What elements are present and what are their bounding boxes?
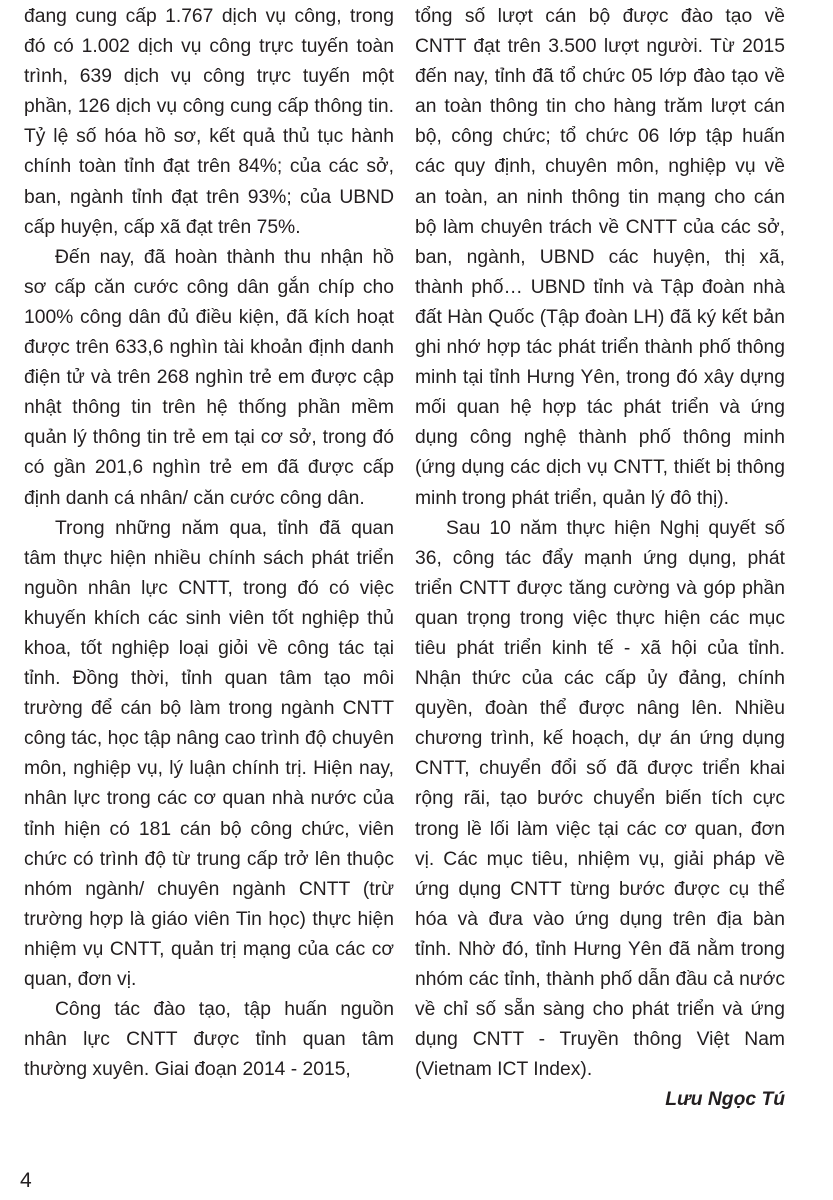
paragraph-training-continued: tổng số lượt cán bộ được đào tạo về CNTT đạt trên 3.500 lượt người. Từ 2015 đến nay, tỉnh đã tổ chức 05 lớp đào tạo về an toàn thông tin cho hàng trăm lượt cán bộ, công chức; tổ chức 06 lớp tập huấn các quy định, chuyên môn, nghiệp vụ về an toàn, an ninh thông tin mạng cho cán bộ làm chuyên trách về CNTT của các sở, ban, ngành, UBND các huyện, thị xã, thành phố… UBND tỉnh và Tập đoàn nhà đất Hàn Quốc (Tập đoàn LH) đã ký kết bản ghi nhớ hợp tác phát triển thành phố thông minh tại tỉnh Hưng Yên, trong đó xây dựng mối quan hệ hợp tác phát triển và ứng dụng công nghệ thành phố thông minh (ứng dụng các dịch vụ CNTT, thiết bị thông minh trong phát triển, quản lý đô thị).	[415, 6, 785, 509]
paragraph-citizen-id: Đến nay, đã hoàn thành thu nhận hồ sơ cấp căn cước công dân gắn chíp cho 100% công dân đủ điều kiện, đã kích hoạt được trên 633,6 nghìn tài khoản định danh điện tử và trên 268 nghìn trẻ em được cập nhật thông tin trên hệ thống phần mềm quản lý thông tin trẻ em tại cơ sở, trong đó có gần 201,6 nghìn trẻ em đã được cấp định danh cá nhân/ căn cước công dân.	[24, 246, 394, 509]
page-number: 4	[20, 1169, 32, 1192]
paragraph-human-resources: Trong những năm qua, tỉnh đã quan tâm thực hiện nhiều chính sách phát triển nguồn nhân lực CNTT, trong đó có việc khuyến khích các sinh viên tốt nghiệp thủ khoa, tốt nghiệp loại giỏi về công tác tại tỉnh. Đồng thời, tỉnh quan tâm tạo môi trường để cán bộ làm trong ngành CNTT công tác, học tập nâng cao trình độ chuyên môn, nghiệp vụ, lý luận chính trị. Hiện nay, nhân lực trong các cơ quan nhà nước của tỉnh hiện có 181 cán bộ công chức, viên chức có trình độ từ trung cấp trở lên thuộc nhóm ngành/ chuyên ngành CNTT (trừ trường hợp là giáo viên Tin học) thực hiện nhiệm vụ CNTT, quản trị mạng của các cơ quan, đơn vị.	[24, 517, 394, 990]
right-column	[415, 2, 785, 1115]
author-byline: Lưu Ngọc Tú	[665, 1089, 785, 1111]
paragraph-services: đang cung cấp 1.767 dịch vụ công, trong đó có 1.002 dịch vụ công trực tuyến toàn trình, 639 dịch vụ công trực tuyến một phần, 126 dịch vụ công cung cấp thông tin. Tỷ lệ số hóa hồ sơ, kết quả thủ tục hành chính toàn tỉnh đạt trên 84%; của các sở, ban, ngành tỉnh đạt trên 93%; của UBND cấp huyện, cấp xã đạt trên 75%.	[24, 6, 394, 238]
paragraph-conclusion: Sau 10 năm thực hiện Nghị quyết số 36, công tác đẩy mạnh ứng dụng, phát triển CNTT được tăng cường và góp phần quan trọng trong việc thực hiện các mục tiêu phát triển kinh tế - xã hội của tỉnh. Nhận thức của các cấp ủy đảng, chính quyền, đoàn thể được nâng lên. Nhiều chương trình, kế hoạch, dự án ứng dụng CNTT, chuyển đổi số đã được triển khai rộng rãi, tạo bước chuyển biến tích cực trong lề lối làm việc tại các cơ quan, đơn vị. Các mục tiêu, nhiệm vụ, giải pháp về ứng dụng CNTT từng bước được cụ thể hóa và đưa vào ứng dụng trên địa bàn tỉnh. Nhờ đó, tỉnh Hưng Yên đã nằm trong nhóm các tỉnh, thành phố dẫn đầu cả nước về chỉ số sẵn sàng cho phát triển và ứng dụng CNTT - Truyền thông Việt Nam (Vietnam ICT Index).	[415, 517, 785, 1081]
left-column	[24, 2, 394, 1085]
paragraph-training-start: Công tác đào tạo, tập huấn nguồn nhân lực CNTT được tỉnh quan tâm thường xuyên. Giai đoạn 2014 - 2015,	[24, 999, 394, 1081]
